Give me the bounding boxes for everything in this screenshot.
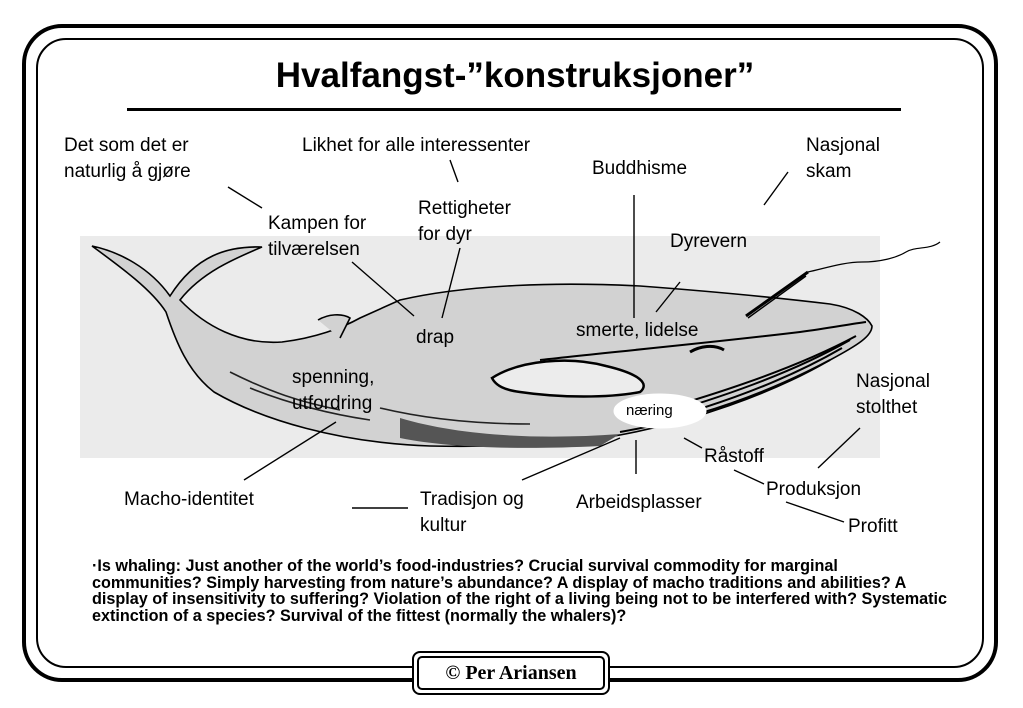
label-naturlig: Det som det er naturlig å gjøre (64, 135, 191, 182)
label-kampen: Kampen for tilværelsen (268, 213, 367, 260)
label-likhet: Likhet for alle interessenter (302, 135, 531, 156)
label-produksjon: Produksjon (766, 479, 862, 500)
label-arbeidsplasser: Arbeidsplasser (576, 492, 702, 513)
label-dyrevern: Dyrevern (670, 231, 748, 252)
label-buddhisme: Buddhisme (592, 158, 688, 179)
page-title: Hvalfangst-”konstruksjoner” (275, 56, 755, 95)
label-drap: drap (416, 327, 455, 348)
label-macho: Macho-identitet (124, 489, 254, 510)
credit-box (412, 651, 610, 695)
label-profitt: Profitt (848, 516, 898, 537)
label-naering: næring (626, 402, 673, 419)
label-nasjonal-skam: Nasjonal skam (806, 135, 880, 182)
label-rastoff: Råstoff (704, 446, 764, 467)
label-nasjonal-stolthet: Nasjonal stolthet (856, 371, 930, 418)
label-spenning: spenning, utfordring (292, 367, 375, 414)
credit-text: © Per Ariansen (417, 656, 605, 690)
label-tradisjon: Tradisjon og kultur (420, 489, 524, 536)
label-smerte: smerte, lidelse (576, 320, 699, 341)
question-paragraph: ·Is whaling: Just another of the world’s food-industries? Crucial survival commodity for marginal communities? Simply harvesting from nature’s abundance? A display of macho traditions and abilities? A display of insensitivity to suffering? Violation of the right of a living being not to be interfered with? Systematic extinction of a species? Survival of the fittest (normally the whalers)? (92, 557, 948, 625)
label-rettigheter: Rettigheter for dyr (418, 198, 511, 245)
